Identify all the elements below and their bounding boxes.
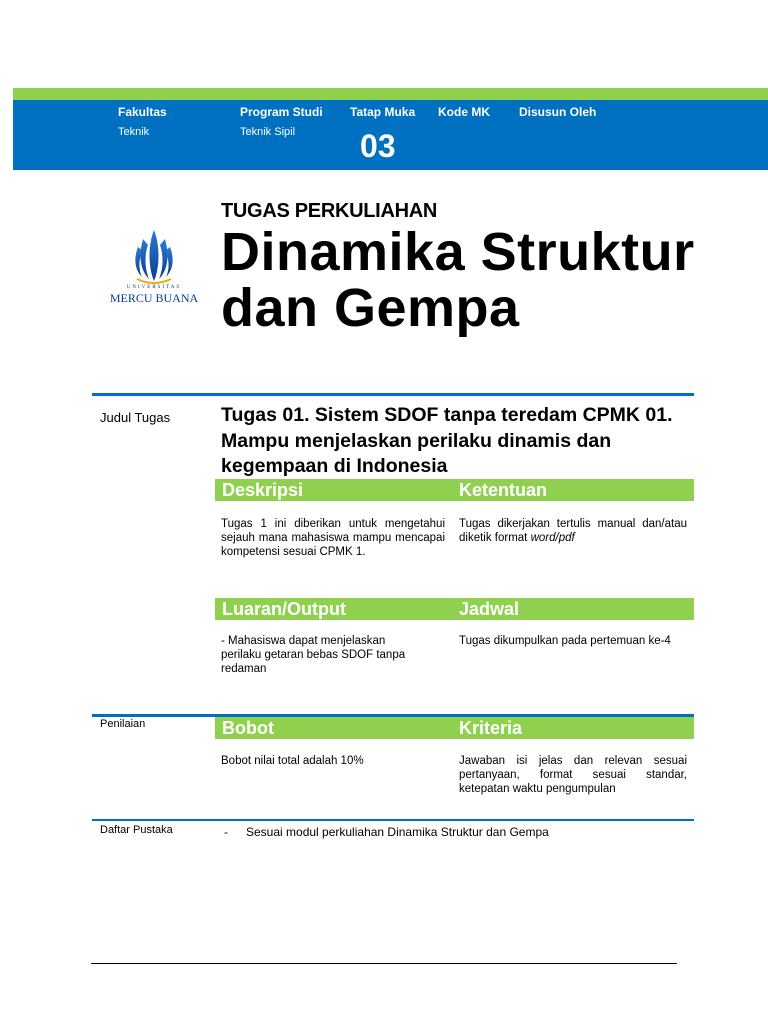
weight-text: Bobot nilai total adalah 10% [221, 755, 364, 767]
assignment-title: Tugas 01. Sistem SDOF tanpa teredam CPMK 01. Mampu menjelaskan perilaku dinamis dan kegempaan di Indonesia [221, 404, 673, 477]
header-accent-bar [13, 88, 768, 100]
weight-heading: Bobot [222, 718, 274, 738]
provisions-text: Tugas dikerjakan tertulis manual dan/atau diketik format [459, 518, 687, 544]
section-bar-weight [215, 717, 694, 739]
logo-university-small: UNIVERSITAS [126, 285, 182, 290]
faculty-label: Fakultas [118, 105, 167, 119]
provisions-format: word/pdf [530, 532, 575, 544]
criteria-text: Jawaban isi jelas dan relevan sesuai pertanyaan, format sesuai standar, ketepatan waktu pengumpulan [459, 755, 687, 795]
faculty-value: Teknik [118, 126, 150, 138]
output-text: - Mahasiswa dapat menjelaskan perilaku getaran bebas SDOF tanpa redaman [221, 635, 406, 675]
university-logo [101, 225, 207, 307]
footer-rule [91, 963, 677, 964]
schedule-text: Tugas dikumpulkan pada pertemuan ke-4 [459, 635, 671, 647]
program-label: Program Studi [240, 105, 323, 119]
output-heading: Luaran/Output [222, 599, 346, 619]
schedule-heading: Jadwal [459, 599, 520, 619]
reference-bullet: - [224, 825, 228, 839]
criteria-heading: Kriteria [459, 718, 523, 738]
title-divider [92, 393, 694, 396]
assignment-label: Judul Tugas [100, 410, 171, 425]
meeting-label: Tatap Muka [350, 105, 416, 119]
document-kicker: TUGAS PERKULIAHAN [221, 200, 438, 222]
page-title: Dinamika Struktur dan Gempa [221, 222, 695, 338]
course-code-label: Kode MK [438, 105, 490, 119]
assessment-label: Penilaian [100, 718, 146, 730]
provisions-text-block [459, 517, 687, 545]
meeting-value: 03 [360, 128, 396, 164]
author-label: Disusun Oleh [519, 105, 597, 119]
reference-item: Sesuai modul perkuliahan Dinamika Struktur dan Gempa [246, 825, 549, 839]
description-heading: Deskripsi [222, 480, 304, 500]
references-divider [92, 819, 694, 821]
description-text: Tugas 1 ini diberikan untuk mengetahui sejauh mana mahasiswa mampu mencapai kompetensi sesuai CPMK 1. [221, 518, 445, 558]
program-value: Teknik Sipil [240, 126, 296, 138]
logo-university-name: MERCU BUANA [109, 291, 199, 305]
provisions-heading: Ketentuan [459, 480, 548, 500]
references-label: Daftar Pustaka [100, 824, 173, 836]
